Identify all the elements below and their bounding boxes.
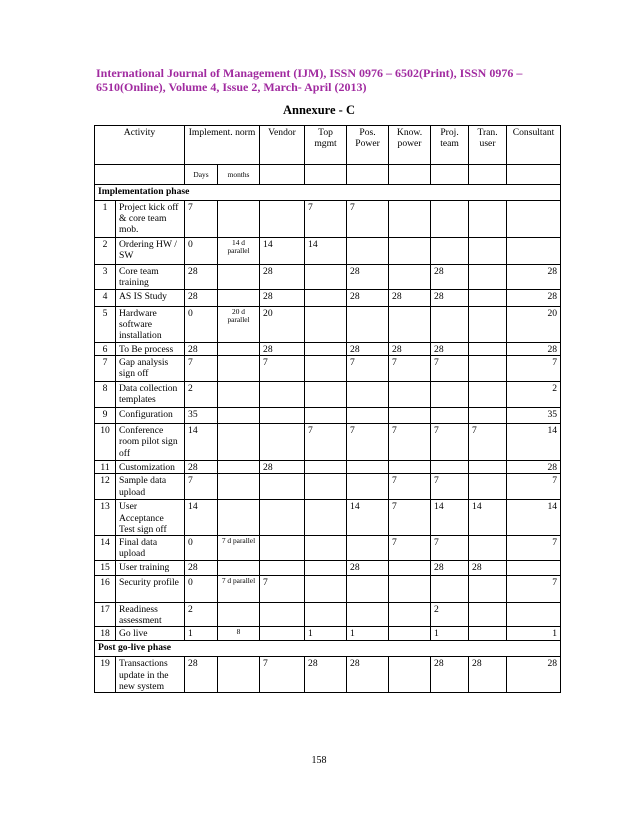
top-mgmt-cell — [305, 536, 347, 561]
table-row — [95, 536, 561, 561]
implement-days-cell: 0 — [185, 536, 218, 561]
pos-power-cell — [347, 461, 389, 474]
activity-cell: Sample data upload — [116, 474, 185, 500]
know-power-cell: 7 — [389, 356, 431, 382]
proj-team-cell: 7 — [431, 424, 469, 461]
activity-cell: To Be process — [116, 343, 185, 356]
journal-header — [96, 66, 546, 94]
implement-months-cell: 7 d parallel — [218, 576, 260, 603]
know-power-cell: 28 — [389, 290, 431, 307]
implement-months-cell — [218, 474, 260, 500]
col-header-top-mgmt: Top mgmt — [305, 126, 347, 165]
row-number: 2 — [95, 238, 116, 265]
implement-days-cell: 28 — [185, 657, 218, 693]
implement-days-cell: 1 — [185, 627, 218, 641]
row-number: 8 — [95, 382, 116, 408]
implement-months-cell: 20 d parallel — [218, 307, 260, 343]
vendor-cell: 28 — [260, 290, 305, 307]
pos-power-cell: 7 — [347, 201, 389, 238]
tran-user-cell — [469, 576, 507, 603]
col-header-consultant: Consultant — [507, 126, 561, 165]
implement-days-cell: 7 — [185, 201, 218, 238]
row-number: 5 — [95, 307, 116, 343]
activity-cell: Configuration — [116, 408, 185, 424]
pos-power-cell: 28 — [347, 343, 389, 356]
consultant-cell: 7 — [507, 576, 561, 603]
implement-days-cell: 0 — [185, 307, 218, 343]
tran-user-cell — [469, 474, 507, 500]
top-mgmt-cell: 7 — [305, 424, 347, 461]
tran-user-cell — [469, 536, 507, 561]
implement-days-cell: 35 — [185, 408, 218, 424]
tran-user-cell — [469, 307, 507, 343]
table-row — [95, 382, 561, 408]
activity-cell: Go live — [116, 627, 185, 641]
activity-cell: Gap analysis sign off — [116, 356, 185, 382]
activity-cell: Conference room pilot sign off — [116, 424, 185, 461]
pos-power-cell: 14 — [347, 500, 389, 536]
consultant-cell: 35 — [507, 408, 561, 424]
implement-months-cell — [218, 461, 260, 474]
top-mgmt-cell: 28 — [305, 657, 347, 693]
row-number: 17 — [95, 603, 116, 627]
consultant-cell: 14 — [507, 500, 561, 536]
top-mgmt-cell — [305, 603, 347, 627]
implement-days-cell: 28 — [185, 290, 218, 307]
implement-months-cell — [218, 500, 260, 536]
consultant-cell: 28 — [507, 657, 561, 693]
activity-cell: Final data upload — [116, 536, 185, 561]
tran-user-cell — [469, 265, 507, 290]
row-number: 4 — [95, 290, 116, 307]
top-mgmt-cell — [305, 356, 347, 382]
top-mgmt-cell — [305, 408, 347, 424]
top-mgmt-cell — [305, 561, 347, 576]
tran-user-cell — [469, 356, 507, 382]
top-mgmt-cell — [305, 576, 347, 603]
implement-days-cell: 2 — [185, 603, 218, 627]
phase-label-post-golive: Post go-live phase — [95, 641, 561, 657]
top-mgmt-cell — [305, 290, 347, 307]
know-power-cell — [389, 307, 431, 343]
implement-days-cell: 28 — [185, 343, 218, 356]
pos-power-cell: 28 — [347, 561, 389, 576]
pos-power-cell — [347, 307, 389, 343]
vendor-cell — [260, 561, 305, 576]
table-row — [95, 603, 561, 627]
proj-team-cell: 28 — [431, 290, 469, 307]
vendor-cell — [260, 201, 305, 238]
consultant-cell: 14 — [507, 424, 561, 461]
vendor-cell: 7 — [260, 576, 305, 603]
annexure-table — [94, 125, 561, 693]
phase-label-implementation: Implementation phase — [95, 185, 561, 201]
tran-user-cell: 14 — [469, 500, 507, 536]
vendor-cell: 14 — [260, 238, 305, 265]
journal-header-line-2: 6510(Online), Volume 4, Issue 2, March- April (2013) — [96, 80, 367, 94]
implement-days-cell: 28 — [185, 461, 218, 474]
pos-power-cell — [347, 382, 389, 408]
implement-months-cell — [218, 201, 260, 238]
table-row — [95, 424, 561, 461]
proj-team-cell — [431, 461, 469, 474]
subheader-row — [95, 165, 561, 185]
consultant-cell: 2 — [507, 382, 561, 408]
pos-power-cell: 28 — [347, 265, 389, 290]
page-number: 158 — [311, 755, 327, 766]
vendor-cell: 28 — [260, 265, 305, 290]
tran-user-cell — [469, 201, 507, 238]
top-mgmt-cell — [305, 474, 347, 500]
know-power-cell — [389, 238, 431, 265]
vendor-cell — [260, 382, 305, 408]
activity-cell: Hardware software installation — [116, 307, 185, 343]
implement-months-cell — [218, 657, 260, 693]
table-row — [95, 238, 561, 265]
know-power-cell — [389, 265, 431, 290]
proj-team-cell: 28 — [431, 265, 469, 290]
know-power-cell: 7 — [389, 474, 431, 500]
know-power-cell: 7 — [389, 424, 431, 461]
know-power-cell — [389, 561, 431, 576]
pos-power-cell — [347, 576, 389, 603]
tran-user-cell — [469, 461, 507, 474]
activity-cell: Transactions update in the new system — [116, 657, 185, 693]
table-row — [95, 561, 561, 576]
table-row — [95, 576, 561, 603]
implement-months-cell — [218, 424, 260, 461]
pos-power-cell: 28 — [347, 657, 389, 693]
implement-days-cell: 14 — [185, 424, 218, 461]
table-row — [95, 343, 561, 356]
table-row — [95, 627, 561, 641]
tran-user-cell — [469, 290, 507, 307]
row-number: 1 — [95, 201, 116, 238]
col-header-tran-user: Tran. user — [469, 126, 507, 165]
implement-months-cell — [218, 265, 260, 290]
row-number: 13 — [95, 500, 116, 536]
subheader-days: Days — [185, 165, 218, 185]
proj-team-cell: 1 — [431, 627, 469, 641]
vendor-cell: 7 — [260, 356, 305, 382]
table-row — [95, 307, 561, 343]
activity-cell: Core team training — [116, 265, 185, 290]
implement-months-cell — [218, 343, 260, 356]
know-power-cell — [389, 627, 431, 641]
activity-cell: Customization — [116, 461, 185, 474]
vendor-cell — [260, 474, 305, 500]
pos-power-cell: 28 — [347, 290, 389, 307]
col-header-pos-power: Pos. Power — [347, 126, 389, 165]
pos-power-cell — [347, 536, 389, 561]
top-mgmt-cell — [305, 382, 347, 408]
table-body-post-golive — [95, 657, 561, 693]
consultant-cell: 7 — [507, 536, 561, 561]
proj-team-cell: 28 — [431, 561, 469, 576]
proj-team-cell: 7 — [431, 474, 469, 500]
vendor-cell — [260, 500, 305, 536]
consultant-cell: 28 — [507, 290, 561, 307]
table-row — [95, 500, 561, 536]
implement-months-cell — [218, 561, 260, 576]
vendor-cell — [260, 424, 305, 461]
proj-team-cell — [431, 382, 469, 408]
table-row — [95, 290, 561, 307]
tran-user-cell — [469, 382, 507, 408]
implement-days-cell: 7 — [185, 474, 218, 500]
pos-power-cell: 7 — [347, 424, 389, 461]
annexure-title: Annexure - C — [283, 103, 355, 117]
consultant-cell: 28 — [507, 343, 561, 356]
implement-months-cell — [218, 408, 260, 424]
top-mgmt-cell: 14 — [305, 238, 347, 265]
implement-months-cell: 8 — [218, 627, 260, 641]
know-power-cell — [389, 201, 431, 238]
vendor-cell — [260, 603, 305, 627]
row-number: 9 — [95, 408, 116, 424]
know-power-cell — [389, 461, 431, 474]
know-power-cell: 28 — [389, 343, 431, 356]
implement-days-cell: 7 — [185, 356, 218, 382]
phase-row-post-golive — [95, 641, 561, 657]
col-header-implement-norm: Implement. norm — [185, 126, 260, 165]
table-row — [95, 356, 561, 382]
col-header-know-power: Know. power — [389, 126, 431, 165]
proj-team-cell — [431, 408, 469, 424]
activity-cell: User training — [116, 561, 185, 576]
know-power-cell — [389, 408, 431, 424]
know-power-cell: 7 — [389, 536, 431, 561]
know-power-cell — [389, 382, 431, 408]
consultant-cell: 7 — [507, 474, 561, 500]
col-header-proj-team: Proj. team — [431, 126, 469, 165]
know-power-cell — [389, 576, 431, 603]
proj-team-cell: 2 — [431, 603, 469, 627]
know-power-cell — [389, 657, 431, 693]
pos-power-cell — [347, 474, 389, 500]
row-number: 16 — [95, 576, 116, 603]
implement-days-cell: 28 — [185, 265, 218, 290]
consultant-cell: 20 — [507, 307, 561, 343]
row-number: 3 — [95, 265, 116, 290]
implement-months-cell: 7 d parallel — [218, 536, 260, 561]
tran-user-cell: 28 — [469, 657, 507, 693]
tran-user-cell: 28 — [469, 561, 507, 576]
row-number: 15 — [95, 561, 116, 576]
row-number: 18 — [95, 627, 116, 641]
consultant-cell — [507, 201, 561, 238]
consultant-cell: 1 — [507, 627, 561, 641]
tran-user-cell: 7 — [469, 424, 507, 461]
top-mgmt-cell — [305, 461, 347, 474]
vendor-cell: 7 — [260, 657, 305, 693]
row-number: 7 — [95, 356, 116, 382]
consultant-cell: 28 — [507, 265, 561, 290]
pos-power-cell — [347, 238, 389, 265]
activity-cell: Data collection templates — [116, 382, 185, 408]
implement-days-cell: 2 — [185, 382, 218, 408]
implement-days-cell: 0 — [185, 238, 218, 265]
activity-cell: Security profile — [116, 576, 185, 603]
journal-header-line-1: International Journal of Management (IJM), ISSN 0976 – 6502(Print), ISSN 0976 – — [96, 66, 523, 80]
tran-user-cell — [469, 408, 507, 424]
implement-months-cell — [218, 382, 260, 408]
row-number: 12 — [95, 474, 116, 500]
header-row — [95, 126, 561, 165]
top-mgmt-cell: 1 — [305, 627, 347, 641]
proj-team-cell — [431, 307, 469, 343]
table-row — [95, 474, 561, 500]
consultant-cell: 7 — [507, 356, 561, 382]
implement-months-cell — [218, 356, 260, 382]
pos-power-cell: 1 — [347, 627, 389, 641]
vendor-cell — [260, 536, 305, 561]
tran-user-cell — [469, 627, 507, 641]
phase-row-implementation — [95, 185, 561, 201]
vendor-cell — [260, 627, 305, 641]
proj-team-cell: 7 — [431, 536, 469, 561]
top-mgmt-cell: 7 — [305, 201, 347, 238]
row-number: 14 — [95, 536, 116, 561]
activity-cell: Readiness assessment — [116, 603, 185, 627]
consultant-cell — [507, 561, 561, 576]
tran-user-cell — [469, 343, 507, 356]
implement-days-cell: 0 — [185, 576, 218, 603]
proj-team-cell: 14 — [431, 500, 469, 536]
implement-months-cell — [218, 290, 260, 307]
row-number: 19 — [95, 657, 116, 693]
consultant-cell: 28 — [507, 461, 561, 474]
tran-user-cell — [469, 603, 507, 627]
activity-cell: AS IS Study — [116, 290, 185, 307]
implement-days-cell: 14 — [185, 500, 218, 536]
col-header-vendor: Vendor — [260, 126, 305, 165]
row-number: 10 — [95, 424, 116, 461]
activity-cell: Ordering HW / SW — [116, 238, 185, 265]
row-number: 11 — [95, 461, 116, 474]
proj-team-cell — [431, 576, 469, 603]
table-row — [95, 657, 561, 693]
top-mgmt-cell — [305, 343, 347, 356]
top-mgmt-cell — [305, 265, 347, 290]
row-number: 6 — [95, 343, 116, 356]
vendor-cell: 28 — [260, 461, 305, 474]
consultant-cell — [507, 603, 561, 627]
proj-team-cell: 28 — [431, 343, 469, 356]
implement-days-cell: 28 — [185, 561, 218, 576]
implement-months-cell: 14 d parallel — [218, 238, 260, 265]
activity-cell: User Acceptance Test sign off — [116, 500, 185, 536]
table-row — [95, 461, 561, 474]
table-row — [95, 265, 561, 290]
subheader-months: months — [218, 165, 260, 185]
col-header-activity: Activity — [95, 126, 185, 165]
table-body-implementation — [95, 201, 561, 641]
pos-power-cell — [347, 408, 389, 424]
proj-team-cell — [431, 201, 469, 238]
table-row — [95, 408, 561, 424]
vendor-cell: 20 — [260, 307, 305, 343]
activity-cell: Project kick off & core team mob. — [116, 201, 185, 238]
table-row — [95, 201, 561, 238]
proj-team-cell — [431, 238, 469, 265]
pos-power-cell — [347, 603, 389, 627]
know-power-cell: 7 — [389, 500, 431, 536]
vendor-cell — [260, 408, 305, 424]
vendor-cell: 28 — [260, 343, 305, 356]
proj-team-cell: 7 — [431, 356, 469, 382]
implement-months-cell — [218, 603, 260, 627]
know-power-cell — [389, 603, 431, 627]
tran-user-cell — [469, 238, 507, 265]
top-mgmt-cell — [305, 307, 347, 343]
pos-power-cell: 7 — [347, 356, 389, 382]
proj-team-cell: 28 — [431, 657, 469, 693]
consultant-cell — [507, 238, 561, 265]
top-mgmt-cell — [305, 500, 347, 536]
